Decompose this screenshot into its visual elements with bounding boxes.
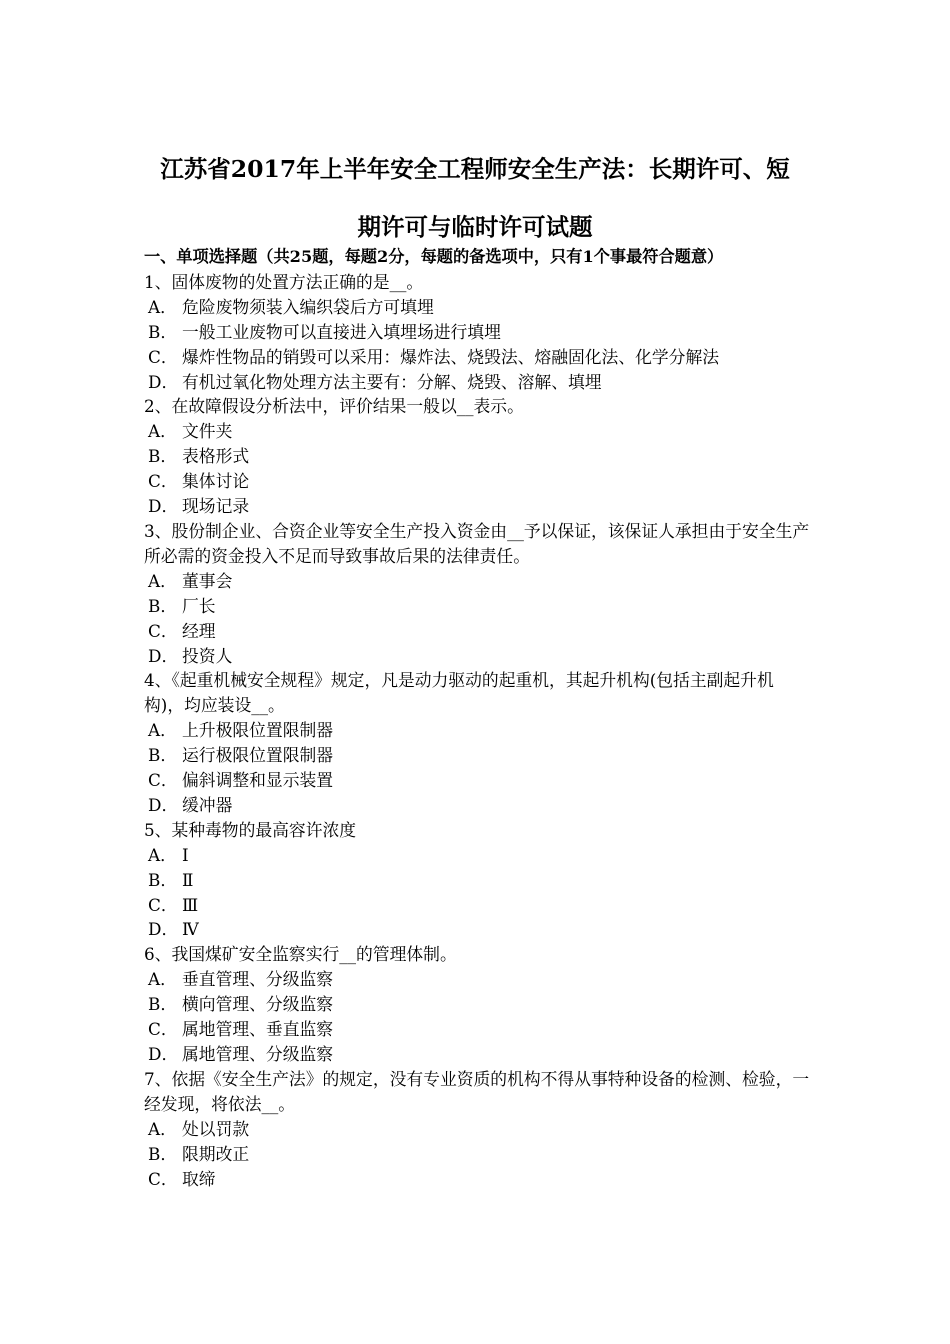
option-b xyxy=(144,743,810,768)
option-label: D． xyxy=(148,645,179,666)
option-a xyxy=(144,419,810,444)
option-c xyxy=(144,469,810,494)
option-text: 现场记录 xyxy=(182,496,250,517)
option-label: B． xyxy=(148,994,178,1015)
option-b xyxy=(144,1142,810,1167)
option-c xyxy=(144,1167,810,1192)
option-text: 经理 xyxy=(182,620,216,641)
option-label: C． xyxy=(148,346,178,367)
option-label: B． xyxy=(148,321,178,342)
option-d xyxy=(144,917,810,942)
option-c xyxy=(144,893,810,918)
option-label: A． xyxy=(148,570,177,591)
option-text: 缓冲器 xyxy=(182,794,233,815)
question-7 xyxy=(144,1067,810,1192)
option-text: Ⅱ xyxy=(182,869,194,890)
option-b xyxy=(144,868,810,893)
option-label: A． xyxy=(148,421,177,442)
option-text: 垂直管理、分级监察 xyxy=(182,969,334,990)
option-label: C． xyxy=(148,1168,178,1189)
option-text: 文件夹 xyxy=(182,421,233,442)
option-text: Ⅳ xyxy=(182,919,199,940)
option-a xyxy=(144,295,810,320)
option-text: 爆炸性物品的销毁可以采用：爆炸法、烧毁法、熔融固化法、化学分解法 xyxy=(182,346,720,367)
option-label: D． xyxy=(148,919,179,940)
option-text: 集体讨论 xyxy=(182,471,250,492)
question-stem: 2、在故障假设分析法中，评价结果一般以__表示。 xyxy=(144,396,524,417)
option-text: 横向管理、分级监察 xyxy=(182,994,334,1015)
option-text: 上升极限位置限制器 xyxy=(182,720,334,741)
question-6 xyxy=(144,942,810,1067)
option-d xyxy=(144,494,810,519)
option-text: Ⅰ xyxy=(182,844,189,865)
option-d xyxy=(144,370,810,395)
question-stem: 1、固体废物的处置方法正确的是__。 xyxy=(144,271,424,292)
option-b xyxy=(144,992,810,1017)
question-3 xyxy=(144,519,810,668)
option-label: A． xyxy=(148,844,177,865)
option-d xyxy=(144,644,810,669)
option-label: D． xyxy=(148,371,179,392)
option-label: B． xyxy=(148,745,178,766)
option-label: A． xyxy=(148,296,177,317)
option-c xyxy=(144,768,810,793)
option-label: C． xyxy=(148,770,178,791)
title-line-2: 期许可与临时许可试题 xyxy=(357,213,593,241)
question-1 xyxy=(144,270,810,395)
option-text: 运行极限位置限制器 xyxy=(182,745,334,766)
option-c xyxy=(144,1017,810,1042)
question-stem: 4、《起重机械安全规程》规定，凡是动力驱动的起重机，其起升机构(包括主副起升机构)，均应装设__。 xyxy=(144,670,774,716)
option-label: D． xyxy=(148,1044,179,1064)
option-label: A． xyxy=(148,720,177,741)
question-stem: 6、我国煤矿安全监察实行__的管理体制。 xyxy=(144,944,457,965)
option-label: D． xyxy=(148,496,179,517)
title-line-1: 江苏省2017年上半年安全工程师安全生产法：长期许可、短 xyxy=(160,155,790,183)
option-a xyxy=(144,569,810,594)
section-heading: 一、单项选择题（共25题，每题2分，每题的备选项中，只有1个事最符合题意） xyxy=(144,247,724,266)
option-text: 处以罚款 xyxy=(182,1118,250,1139)
option-a xyxy=(144,718,810,743)
option-label: C． xyxy=(148,620,178,641)
option-d xyxy=(144,1042,810,1067)
option-text: 危险废物须装入编织袋后方可填埋 xyxy=(182,296,434,317)
option-label: B． xyxy=(148,446,178,467)
question-stem: 3、股份制企业、合资企业等安全生产投入资金由__予以保证，该保证人承担由于安全生产所必需的资金投入不足而导致事故后果的法律责任。 xyxy=(144,520,810,566)
option-text: Ⅲ xyxy=(182,894,199,915)
question-stem: 7、依据《安全生产法》的规定，没有专业资质的机构不得从事特种设备的检测、检验，一经发现，将依法__。 xyxy=(144,1068,810,1114)
option-label: B． xyxy=(148,869,178,890)
option-text: 偏斜调整和显示装置 xyxy=(182,770,334,791)
question-5 xyxy=(144,818,810,943)
document-title xyxy=(140,140,810,256)
question-4 xyxy=(144,668,810,817)
question-stem: 5、某种毒物的最高容许浓度 xyxy=(144,819,357,840)
option-c xyxy=(144,619,810,644)
option-label: A． xyxy=(148,969,177,990)
option-text: 厂长 xyxy=(182,595,216,616)
option-text: 限期改正 xyxy=(182,1143,250,1164)
option-text: 有机过氧化物处理方法主要有：分解、烧毁、溶解、填埋 xyxy=(182,371,602,392)
question-list xyxy=(144,245,810,1191)
option-c xyxy=(144,345,810,370)
option-b xyxy=(144,594,810,619)
question-2 xyxy=(144,394,810,519)
option-a xyxy=(144,1117,810,1142)
option-a xyxy=(144,843,810,868)
option-text: 属地管理、垂直监察 xyxy=(182,1019,334,1040)
option-text: 表格形式 xyxy=(182,446,250,467)
option-text: 投资人 xyxy=(182,645,233,666)
option-a xyxy=(144,967,810,992)
option-label: A． xyxy=(148,1118,177,1139)
option-label: B． xyxy=(148,595,178,616)
option-text: 属地管理、分级监察 xyxy=(182,1044,334,1064)
option-label: C． xyxy=(148,1019,178,1040)
option-d xyxy=(144,793,810,818)
option-label: C． xyxy=(148,894,178,915)
option-text: 董事会 xyxy=(182,570,233,591)
option-label: D． xyxy=(148,794,179,815)
option-label: C． xyxy=(148,471,178,492)
option-text: 一般工业废物可以直接进入填埋场进行填埋 xyxy=(182,321,501,342)
option-b xyxy=(144,444,810,469)
option-b xyxy=(144,320,810,345)
option-text: 取缔 xyxy=(182,1168,216,1189)
option-label: B． xyxy=(148,1143,178,1164)
